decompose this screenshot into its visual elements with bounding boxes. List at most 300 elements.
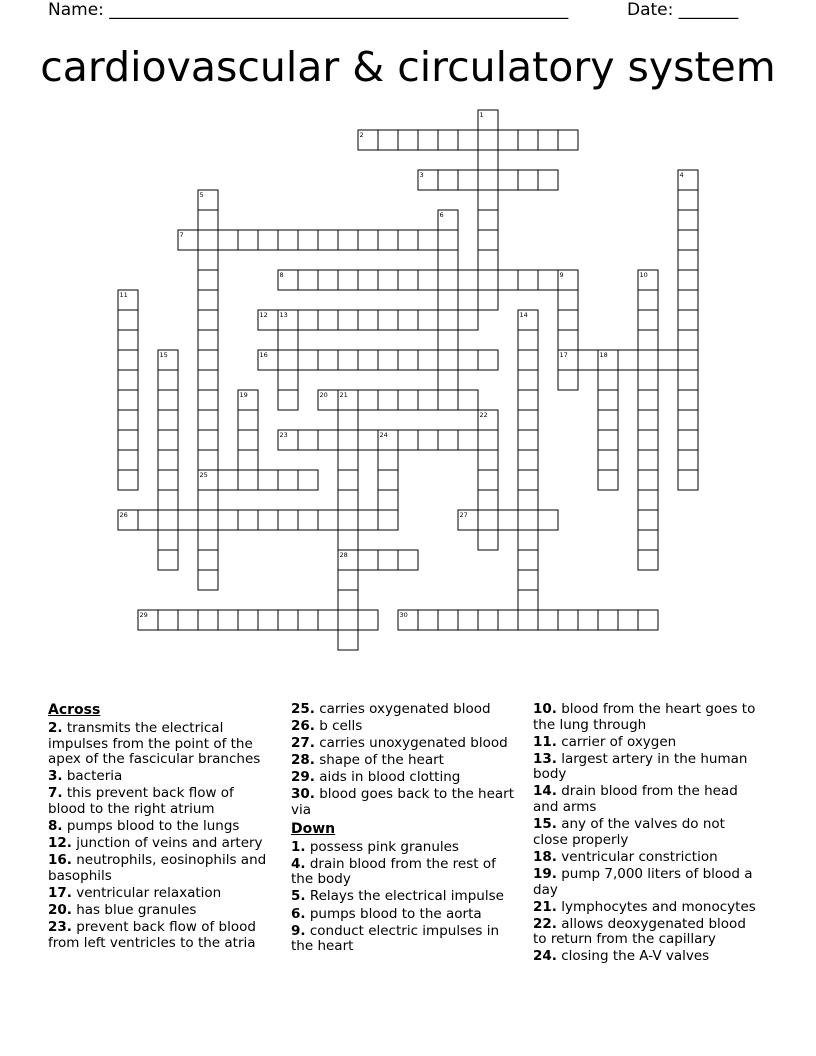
grid-cell[interactable]: [638, 410, 658, 430]
clue-number: 19.: [533, 865, 557, 882]
grid-cell[interactable]: [378, 310, 398, 330]
grid-cell[interactable]: [478, 290, 498, 310]
grid-cell[interactable]: [578, 350, 598, 370]
clue-number: 15.: [533, 816, 557, 833]
grid-cell[interactable]: [158, 450, 178, 470]
grid-cell[interactable]: [158, 490, 178, 510]
grid-cell[interactable]: [638, 390, 658, 410]
grid-cell[interactable]: [378, 510, 398, 530]
grid-cell[interactable]: [558, 130, 578, 150]
grid-cell[interactable]: [398, 350, 418, 370]
grid-cell[interactable]: [638, 310, 658, 330]
grid-cell[interactable]: [598, 470, 618, 490]
grid-cell[interactable]: [198, 510, 218, 530]
grid-cell[interactable]: [478, 270, 498, 290]
clue-number: 28: [339, 551, 348, 559]
grid-cell[interactable]: [298, 470, 318, 490]
clue-number: 3.: [48, 768, 63, 785]
clue-number: 15: [159, 351, 168, 359]
grid-cell[interactable]: [398, 270, 418, 290]
grid-cell[interactable]: [198, 430, 218, 450]
grid-cell[interactable]: [518, 390, 538, 410]
grid-cell[interactable]: [218, 470, 238, 490]
grid-cell[interactable]: [638, 350, 658, 370]
grid-cell[interactable]: [678, 450, 698, 470]
grid-cell[interactable]: [478, 490, 498, 510]
grid-cell[interactable]: [198, 390, 218, 410]
grid-cell[interactable]: [638, 470, 658, 490]
grid-cell[interactable]: [638, 430, 658, 450]
grid-cell[interactable]: [638, 510, 658, 530]
grid-cell[interactable]: [358, 310, 378, 330]
grid-cell[interactable]: [318, 430, 338, 450]
down-clue: [533, 752, 763, 783]
grid-cell[interactable]: [598, 450, 618, 470]
grid-cell[interactable]: [518, 570, 538, 590]
grid-cell[interactable]: [278, 370, 298, 390]
grid-cell[interactable]: [558, 310, 578, 330]
clue-number: 5: [199, 191, 204, 199]
grid-cell[interactable]: [338, 490, 358, 510]
grid-cell[interactable]: [238, 430, 258, 450]
page-title: cardiovascular & circulatory system: [40, 43, 776, 91]
clue-number: 10.: [533, 701, 557, 717]
grid-cell[interactable]: [358, 430, 378, 450]
grid-cell[interactable]: [238, 610, 258, 630]
grid-cell[interactable]: [298, 270, 318, 290]
grid-cell[interactable]: [438, 270, 458, 290]
grid-cell[interactable]: [338, 590, 358, 610]
grid-cell[interactable]: [378, 130, 398, 150]
grid-cell[interactable]: [678, 430, 698, 450]
grid-cell[interactable]: [358, 550, 378, 570]
grid-cell[interactable]: [558, 330, 578, 350]
grid-cell[interactable]: [198, 350, 218, 370]
clue-text: possess pink granules: [309, 838, 459, 855]
grid-cell[interactable]: [338, 230, 358, 250]
grid-cell[interactable]: [338, 530, 358, 550]
grid-cell[interactable]: [198, 310, 218, 330]
grid-cell[interactable]: [518, 470, 538, 490]
grid-cell[interactable]: [398, 430, 418, 450]
grid-cell[interactable]: [538, 130, 558, 150]
grid-cell[interactable]: [218, 610, 238, 630]
grid-cell[interactable]: [638, 530, 658, 550]
grid-cell[interactable]: [158, 370, 178, 390]
grid-cell[interactable]: [478, 210, 498, 230]
clue-text: transmits the electrical impulses from the point of the apex of the fascicular branches: [48, 720, 261, 768]
clue-text: b cells: [319, 718, 363, 735]
grid-cell[interactable]: [438, 310, 458, 330]
grid-cell[interactable]: [198, 230, 218, 250]
down-clue: [291, 924, 516, 955]
clue-number: 20.: [48, 902, 72, 919]
grid-cell[interactable]: [118, 470, 138, 490]
grid-cell[interactable]: [338, 450, 358, 470]
grid-cell[interactable]: [138, 510, 158, 530]
grid-cell[interactable]: [298, 610, 318, 630]
grid-cell[interactable]: [378, 490, 398, 510]
grid-cell[interactable]: [438, 250, 458, 270]
grid-cell[interactable]: [358, 510, 378, 530]
grid-cell[interactable]: [658, 350, 678, 370]
grid-cell[interactable]: [238, 510, 258, 530]
grid-cell[interactable]: [418, 610, 438, 630]
grid-cell[interactable]: [678, 230, 698, 250]
grid-cell[interactable]: [358, 230, 378, 250]
grid-cell[interactable]: [518, 490, 538, 510]
grid-cell[interactable]: [158, 430, 178, 450]
grid-cell[interactable]: [358, 270, 378, 290]
grid-cell[interactable]: [358, 610, 378, 630]
clue-number: 19: [239, 391, 248, 399]
across-clue: [48, 786, 273, 817]
clue-number: 23: [279, 431, 288, 439]
grid-cell[interactable]: [398, 390, 418, 410]
grid-cell[interactable]: [118, 390, 138, 410]
clue-text: blood from the heart goes to the lung through: [533, 701, 756, 733]
grid-cell[interactable]: [578, 610, 598, 630]
grid-cell[interactable]: [638, 290, 658, 310]
grid-cell[interactable]: [198, 330, 218, 350]
clue-text: drain blood from the head and arms: [533, 783, 738, 816]
grid-cell[interactable]: [538, 170, 558, 190]
grid-cell[interactable]: [678, 250, 698, 270]
grid-cell[interactable]: [458, 310, 478, 330]
clue-number: 7: [179, 231, 184, 239]
clue-text: pump 7,000 liters of blood a day: [533, 865, 753, 898]
across-clue: [291, 753, 516, 769]
grid-cell[interactable]: [438, 130, 458, 150]
grid-cell[interactable]: [558, 290, 578, 310]
grid-cell[interactable]: [418, 270, 438, 290]
grid-cell[interactable]: [278, 330, 298, 350]
grid-cell[interactable]: [558, 610, 578, 630]
grid-cell[interactable]: [118, 350, 138, 370]
grid-cell[interactable]: [218, 510, 238, 530]
grid-cell[interactable]: [458, 350, 478, 370]
grid-cell[interactable]: [338, 350, 358, 370]
grid-cell[interactable]: [338, 310, 358, 330]
grid-cell[interactable]: [458, 610, 478, 630]
grid-cell[interactable]: [318, 610, 338, 630]
grid-cell[interactable]: [518, 130, 538, 150]
grid-cell[interactable]: [478, 510, 498, 530]
grid-cell[interactable]: [478, 250, 498, 270]
grid-cell[interactable]: [518, 330, 538, 350]
grid-cell[interactable]: [238, 450, 258, 470]
grid-cell[interactable]: [158, 610, 178, 630]
grid-cell[interactable]: [238, 410, 258, 430]
grid-cell[interactable]: [218, 230, 238, 250]
grid-cell[interactable]: [538, 270, 558, 290]
clue-number: 23.: [48, 919, 72, 936]
grid-cell[interactable]: [278, 610, 298, 630]
grid-cell[interactable]: [278, 390, 298, 410]
grid-cell[interactable]: [558, 370, 578, 390]
grid-cell[interactable]: [438, 170, 458, 190]
grid-cell[interactable]: [298, 430, 318, 450]
grid-cell[interactable]: [258, 230, 278, 250]
grid-cell[interactable]: [398, 550, 418, 570]
grid-cell[interactable]: [418, 350, 438, 370]
down-clue: [533, 702, 763, 733]
grid-cell[interactable]: [278, 470, 298, 490]
grid-cell[interactable]: [438, 330, 458, 350]
grid-cell[interactable]: [358, 390, 378, 410]
across-clue: [48, 721, 273, 768]
grid-cell[interactable]: [458, 390, 478, 410]
grid-cell[interactable]: [298, 510, 318, 530]
clue-number: 22.: [533, 915, 557, 932]
grid-cell[interactable]: [158, 410, 178, 430]
grid-cell[interactable]: [478, 430, 498, 450]
grid-cell[interactable]: [118, 450, 138, 470]
grid-cell[interactable]: [498, 270, 518, 290]
grid-cell[interactable]: [598, 390, 618, 410]
grid-cell[interactable]: [198, 570, 218, 590]
grid-cell[interactable]: [638, 370, 658, 390]
grid-cell[interactable]: [338, 570, 358, 590]
grid-cell[interactable]: [278, 350, 298, 370]
grid-cell[interactable]: [498, 610, 518, 630]
clue-number: 26: [119, 511, 128, 519]
name-field-label: Name: ______________________________________________________: [48, 0, 569, 20]
grid-cell[interactable]: [678, 470, 698, 490]
across-clue: [291, 702, 516, 718]
grid-cell[interactable]: [638, 610, 658, 630]
grid-cell[interactable]: [478, 190, 498, 210]
grid-cell[interactable]: [198, 450, 218, 470]
grid-cell[interactable]: [118, 410, 138, 430]
grid-cell[interactable]: [618, 350, 638, 370]
grid-cell[interactable]: [318, 270, 338, 290]
grid-cell[interactable]: [298, 350, 318, 370]
across-heading: Across: [48, 702, 101, 718]
grid-cell[interactable]: [118, 430, 138, 450]
grid-cell[interactable]: [518, 530, 538, 550]
clue-text: shape of the heart: [319, 752, 444, 769]
grid-cell[interactable]: [418, 130, 438, 150]
grid-cell[interactable]: [518, 510, 538, 530]
clue-text: any of the valves do not close properly: [533, 816, 725, 848]
grid-cell[interactable]: [198, 250, 218, 270]
grid-cell[interactable]: [678, 290, 698, 310]
grid-cell[interactable]: [538, 610, 558, 630]
grid-cell[interactable]: [158, 390, 178, 410]
grid-cell[interactable]: [438, 230, 458, 250]
grid-cell[interactable]: [478, 450, 498, 470]
clue-number: 7.: [48, 785, 63, 802]
grid-cell[interactable]: [338, 410, 358, 430]
grid-cell[interactable]: [438, 430, 458, 450]
grid-cell[interactable]: [518, 610, 538, 630]
grid-cell[interactable]: [378, 450, 398, 470]
grid-cell[interactable]: [398, 310, 418, 330]
clue-text: this prevent back flow of blood to the right atrium: [48, 785, 234, 817]
grid-cell[interactable]: [198, 290, 218, 310]
grid-cell[interactable]: [178, 610, 198, 630]
grid-cell[interactable]: [518, 170, 538, 190]
grid-cell[interactable]: [478, 470, 498, 490]
grid-cell[interactable]: [418, 430, 438, 450]
grid-cell[interactable]: [678, 210, 698, 230]
grid-cell[interactable]: [278, 510, 298, 530]
grid-cell[interactable]: [518, 550, 538, 570]
date-field-label: Date: _______: [627, 0, 739, 20]
clues-column-1: [48, 702, 273, 953]
grid-cell[interactable]: [598, 610, 618, 630]
grid-cell[interactable]: [478, 610, 498, 630]
grid-cell[interactable]: [518, 270, 538, 290]
grid-cell[interactable]: [438, 370, 458, 390]
grid-cell[interactable]: [278, 230, 298, 250]
grid-cell[interactable]: [638, 330, 658, 350]
grid-cell[interactable]: [318, 310, 338, 330]
grid-cell[interactable]: [438, 350, 458, 370]
grid-cell[interactable]: [498, 130, 518, 150]
clue-number: 24.: [533, 948, 557, 965]
grid-cell[interactable]: [458, 170, 478, 190]
grid-cell[interactable]: [378, 270, 398, 290]
grid-cell[interactable]: [258, 610, 278, 630]
grid-cell[interactable]: [478, 230, 498, 250]
grid-cell[interactable]: [678, 330, 698, 350]
grid-cell[interactable]: [198, 550, 218, 570]
grid-cell[interactable]: [358, 350, 378, 370]
grid-cell[interactable]: [378, 470, 398, 490]
grid-cell[interactable]: [118, 370, 138, 390]
grid-cell[interactable]: [398, 130, 418, 150]
grid-cell[interactable]: [158, 550, 178, 570]
clue-number: 14: [519, 311, 528, 319]
grid-cell[interactable]: [318, 510, 338, 530]
grid-cell[interactable]: [198, 410, 218, 430]
grid-cell[interactable]: [338, 470, 358, 490]
grid-cell[interactable]: [678, 410, 698, 430]
clue-number: 28.: [291, 752, 315, 769]
grid-cell[interactable]: [678, 270, 698, 290]
grid-cell[interactable]: [118, 310, 138, 330]
grid-cell[interactable]: [378, 350, 398, 370]
grid-cell[interactable]: [618, 610, 638, 630]
grid-cell[interactable]: [398, 230, 418, 250]
grid-cell[interactable]: [518, 370, 538, 390]
grid-cell[interactable]: [638, 450, 658, 470]
grid-cell[interactable]: [678, 190, 698, 210]
grid-cell[interactable]: [238, 230, 258, 250]
grid-cell[interactable]: [598, 370, 618, 390]
grid-cell[interactable]: [418, 390, 438, 410]
grid-cell[interactable]: [238, 470, 258, 490]
grid-cell[interactable]: [538, 510, 558, 530]
grid-cell[interactable]: [438, 610, 458, 630]
grid-cell[interactable]: [678, 390, 698, 410]
grid-cell[interactable]: [458, 270, 478, 290]
grid-cell[interactable]: [478, 150, 498, 170]
grid-cell[interactable]: [338, 630, 358, 650]
clue-number: 18: [599, 351, 608, 359]
grid-cell[interactable]: [118, 330, 138, 350]
grid-cell[interactable]: [638, 550, 658, 570]
grid-cell[interactable]: [498, 510, 518, 530]
grid-cell[interactable]: [598, 430, 618, 450]
clue-text: ventricular constriction: [561, 848, 718, 865]
grid-cell[interactable]: [338, 610, 358, 630]
grid-cell[interactable]: [478, 530, 498, 550]
clue-number: 13.: [533, 750, 557, 767]
grid-cell[interactable]: [438, 290, 458, 310]
grid-cell[interactable]: [298, 230, 318, 250]
grid-cell[interactable]: [318, 350, 338, 370]
grid-cell[interactable]: [518, 430, 538, 450]
grid-cell[interactable]: [478, 130, 498, 150]
grid-cell[interactable]: [198, 270, 218, 290]
across-clue: [48, 920, 273, 951]
clue-number: 1: [479, 111, 484, 119]
grid-cell[interactable]: [438, 390, 458, 410]
across-clue: [291, 787, 516, 818]
clue-number: 30: [399, 611, 408, 619]
grid-cell[interactable]: [598, 410, 618, 430]
grid-cell[interactable]: [518, 450, 538, 470]
grid-cell[interactable]: [198, 530, 218, 550]
grid-cell[interactable]: [198, 210, 218, 230]
clue-number: 2: [359, 131, 364, 139]
grid-cell[interactable]: [478, 350, 498, 370]
clue-text: Relays the electrical impulse: [309, 888, 504, 905]
grid-cell[interactable]: [518, 410, 538, 430]
grid-cell[interactable]: [158, 470, 178, 490]
grid-cell[interactable]: [178, 510, 198, 530]
grid-cell[interactable]: [258, 510, 278, 530]
grid-cell[interactable]: [678, 310, 698, 330]
clue-text: blood goes back to the heart via: [291, 786, 515, 819]
grid-cell[interactable]: [338, 270, 358, 290]
grid-cell[interactable]: [338, 430, 358, 450]
grid-cell[interactable]: [298, 310, 318, 330]
clue-number: 29.: [291, 769, 315, 786]
grid-cell[interactable]: [498, 170, 518, 190]
grid-cell[interactable]: [198, 610, 218, 630]
grid-cell[interactable]: [458, 430, 478, 450]
grid-cell[interactable]: [198, 490, 218, 510]
grid-cell[interactable]: [318, 230, 338, 250]
clue-number: 21: [339, 391, 348, 399]
grid-cell[interactable]: [418, 310, 438, 330]
grid-cell[interactable]: [258, 470, 278, 490]
across-clue: [48, 819, 273, 835]
grid-cell[interactable]: [158, 530, 178, 550]
grid-cell[interactable]: [378, 390, 398, 410]
grid-cell[interactable]: [518, 350, 538, 370]
grid-cell[interactable]: [198, 370, 218, 390]
grid-cell[interactable]: [518, 590, 538, 610]
grid-cell[interactable]: [158, 510, 178, 530]
grid-cell[interactable]: [678, 350, 698, 370]
clue-number: 18.: [533, 848, 557, 865]
clue-number: 11: [119, 291, 128, 299]
grid-cell[interactable]: [378, 550, 398, 570]
grid-cell[interactable]: [678, 370, 698, 390]
grid-cell[interactable]: [458, 130, 478, 150]
grid-cell[interactable]: [338, 510, 358, 530]
grid-cell[interactable]: [378, 230, 398, 250]
grid-cell[interactable]: [478, 170, 498, 190]
down-clue: [291, 889, 516, 905]
grid-cell[interactable]: [418, 230, 438, 250]
grid-cell[interactable]: [638, 490, 658, 510]
